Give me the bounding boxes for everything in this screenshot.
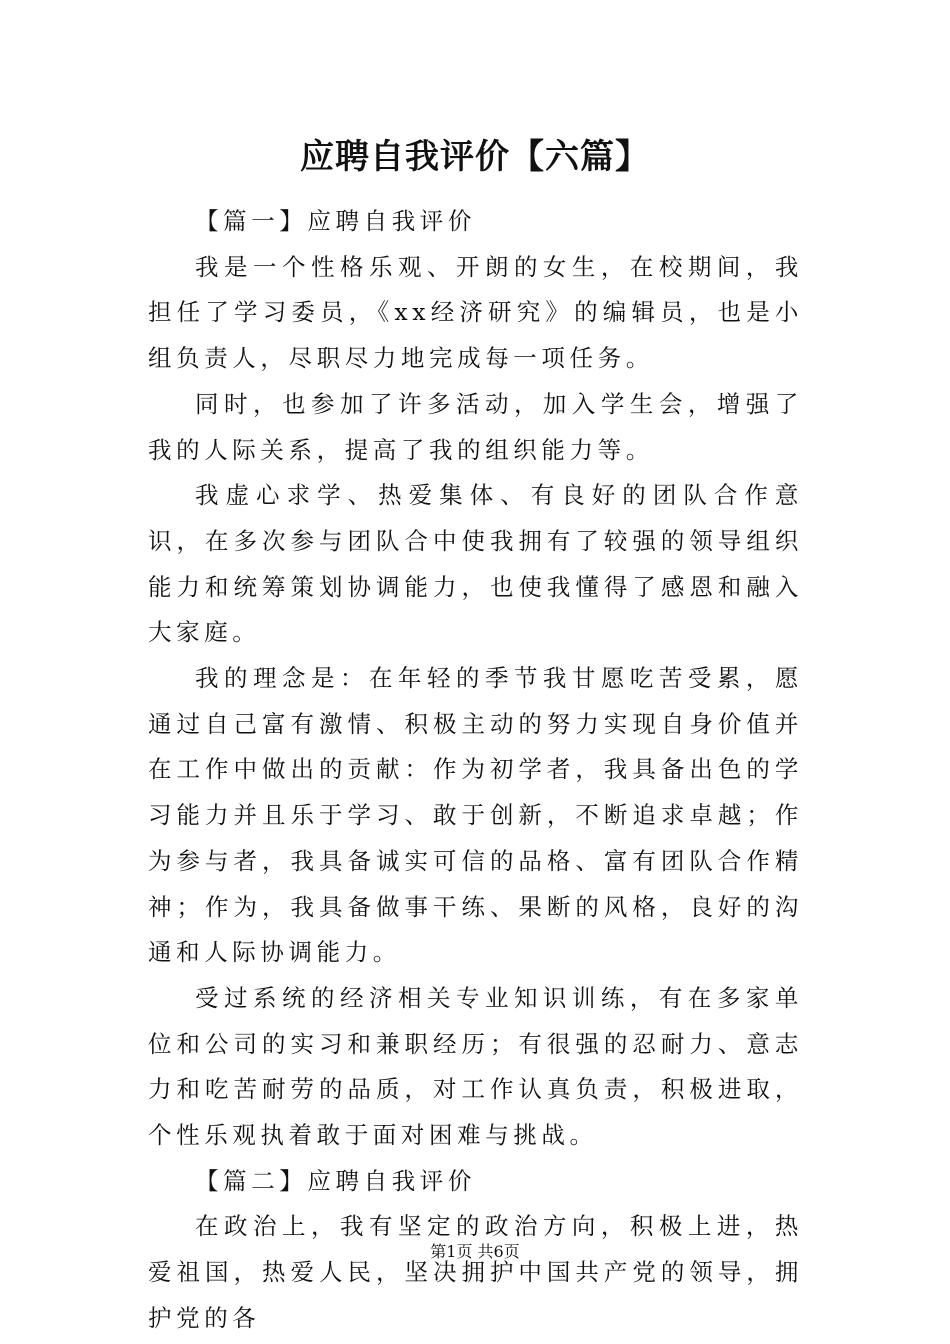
document-body [148,199,803,1342]
paragraph: 我的理念是：在年轻的季节我甘愿吃苦受累，愿通过自己富有激情、积极主动的努力实现自身价值并在工作中做出的贡献：作为初学者，我具备出色的学习能力并且乐于学习、敢于创新，不断追求卓越；作为参与者，我具备诚实可信的品格、富有团队合作精神；作为，我具备做事干练、果断的风格，良好的沟通和人际协调能力。 [148,664,803,967]
paragraph: 我虚心求学、热爱集体、有良好的团队合作意识，在多次参与团队合中使我拥有了较强的领导组织能力和统筹策划协调能力，也使我懂得了感恩和融入大家庭。 [148,481,803,647]
page-footer: 第1页 共6页 [430,1242,520,1261]
paragraph: 在政治上，我有坚定的政治方向，积极上进，热爱祖国，热爱人民，坚决拥护中国共产党的领导，拥护党的各 [148,1212,803,1332]
paragraph: 我是一个性格乐观、开朗的女生，在校期间，我担任了学习委员，《xx经济研究》的编辑员，也是小组负责人，尽职尽力地完成每一项任务。 [148,252,803,373]
section-heading: 【篇二】应聘自我评价 [195,1166,476,1195]
section-heading: 【篇一】应聘自我评价 [195,207,476,235]
paragraph: 受过系统的经济相关专业知识训练，有在多家单位和公司的实习和兼职经历；有很强的忍耐力、意志力和吃苦耐劳的品质，对工作认真负责，积极进取，个性乐观执着敢于面对困难与挑战。 [148,983,803,1150]
paragraph: 同时，也参加了许多活动，加入学生会，增强了我的人际关系，提高了我的组织能力等。 [148,389,803,464]
document-title: 应聘自我评价【六篇】 [300,137,650,177]
